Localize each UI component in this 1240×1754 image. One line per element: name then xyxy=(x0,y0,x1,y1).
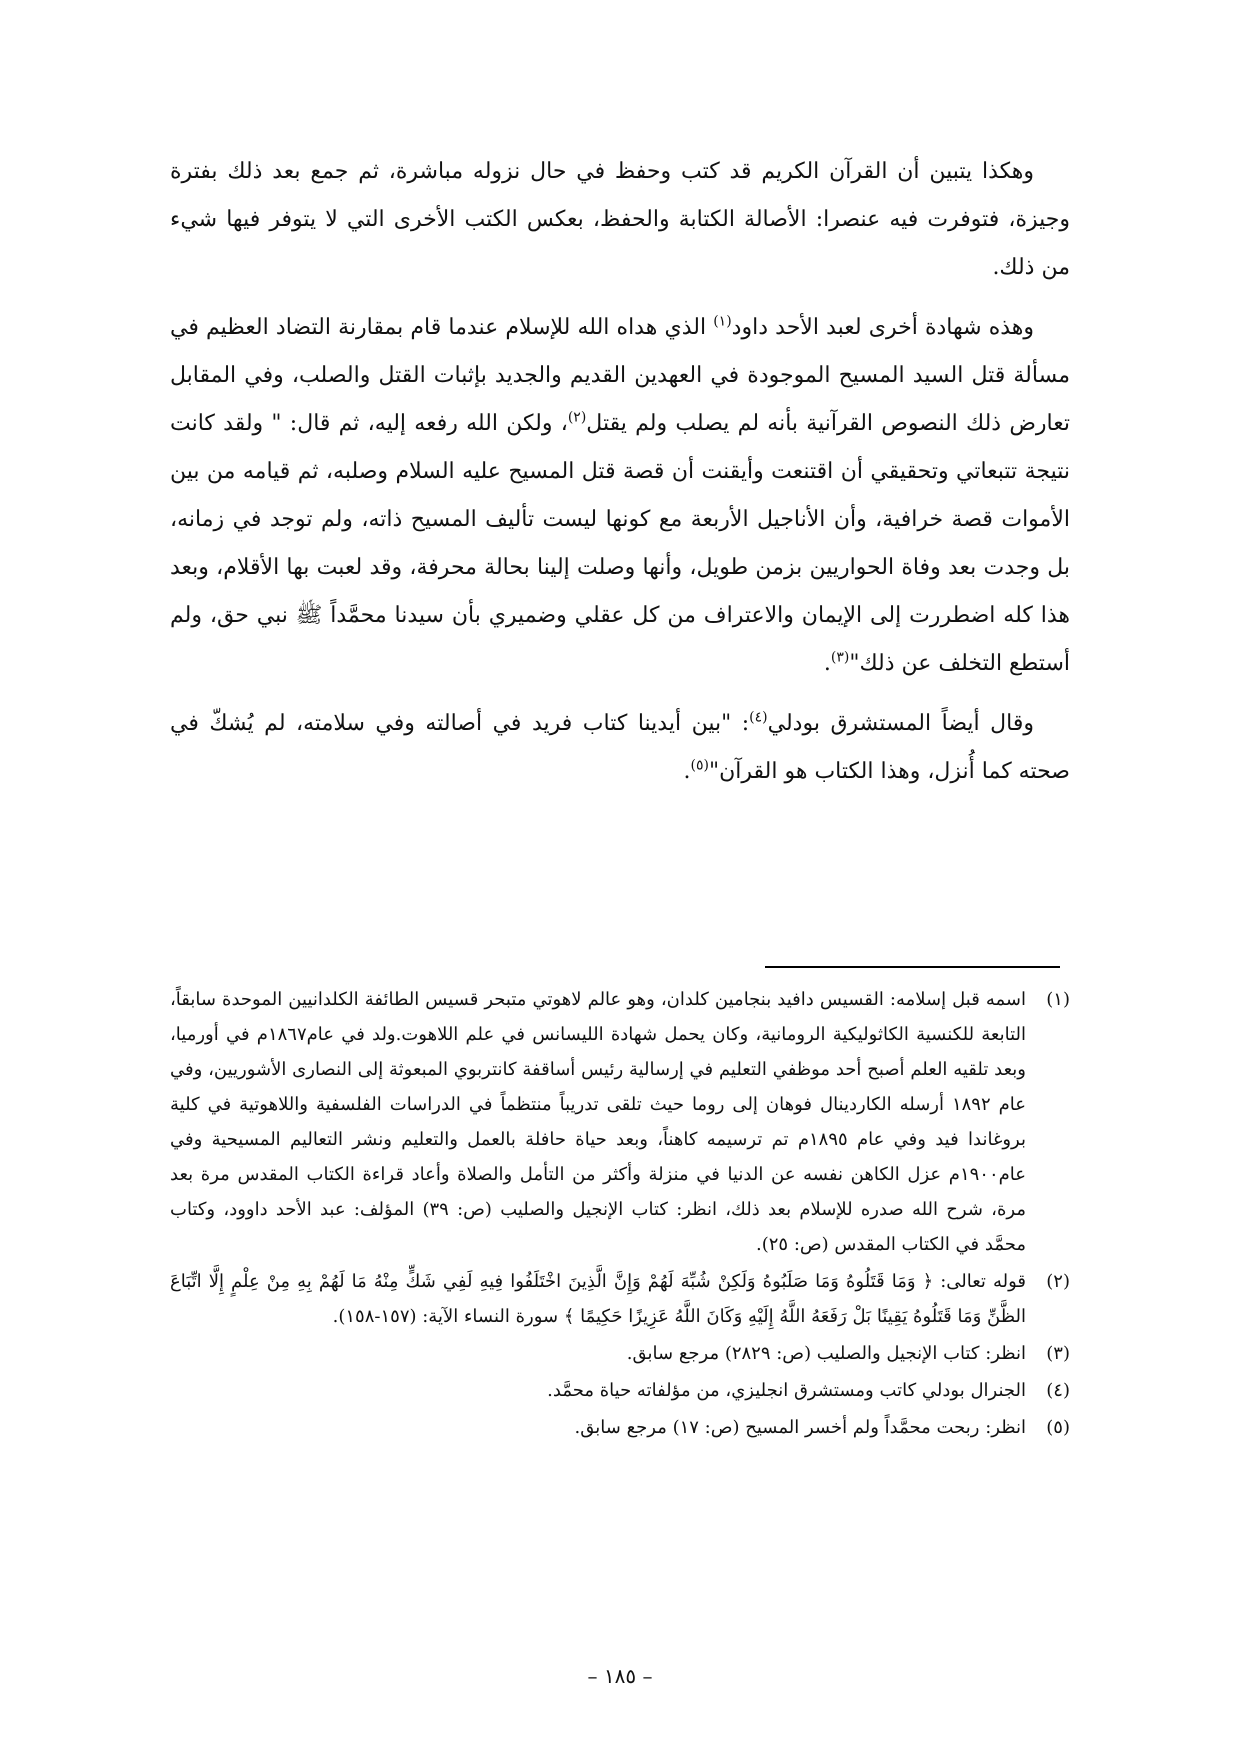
paragraph-1-text: وهكذا يتبين أن القرآن الكريم قد كتب وحفظ في حال نزوله مباشرة، ثم جمع بعد ذلك بفترة وجيزة، فتوفرت فيه عنصرا: الأصالة الكتابة والحفظ، بعكس الكتب الأخرى التي لا يتوفر فيها شيء من ذلك. xyxy=(170,159,1070,280)
paragraph-1 xyxy=(170,148,1070,292)
footnote-ref-5[interactable]: (٥) xyxy=(690,757,710,774)
footnote-text: الجنرال بودلي كاتب ومستشرق انجليزي، من مؤلفاته حياة محمَّد. xyxy=(547,1380,1026,1401)
page-number: – ١٨٥ – xyxy=(587,1664,653,1688)
footnote-text: انظر: كتاب الإنجيل والصليب (ص: ٢٨٢٩) مرجع سابق. xyxy=(626,1343,1026,1364)
footnote-4 xyxy=(170,1373,1070,1408)
footnote-number: (٥) xyxy=(1046,1417,1070,1438)
footnote-text: انظر: ربحت محمَّداً ولم أخسر المسيح (ص: ١٧) مرجع سابق. xyxy=(574,1417,1026,1438)
main-text xyxy=(170,148,1070,796)
footnote-ref-1[interactable]: (١) xyxy=(713,313,732,330)
footnote-ref-4[interactable]: (٤) xyxy=(749,709,768,726)
footnote-1 xyxy=(170,982,1070,1262)
footnote-ref-2[interactable]: (٢) xyxy=(567,409,587,426)
footnote-text: اسمه قبل إسلامه: القسيس دافيد بنجامين كلدان، وهو عالم لاهوتي متبحر قسيس الطائفة الكلدانيين الموحدة سابقاً، التابعة للكنسية الكاثوليكية الرومانية، وكان يحمل شهادة الليسانس في علم اللاهوت.ولد في عام١٨٦٧م في أورميا، وبعد تلقيه العلم أصبح أحد موظفي التعليم في إرسالية رئيس أساقفة كانتربوي المبعوثة إلى النصارى الأشوريين، وفي عام ١٨٩٢ أرسله الكاردينال فوهان إلى روما حيث تلقى تدريباً منتظماً في الدراسات الفلسفية واللاهوتية في كلية بروغاندا فيد وفي عام ١٨٩٥م تم ترسيمه كاهناً، وبعد حياة حافلة بالعمل والتعليم ونشر التعاليم المسيحية وفي عام١٩٠٠م عزل الكاهن نفسه عن الدنيا في منزلة وأكثر من التأمل والصلاة وأعاد قراءة الكتاب المقدس مرة بعد مرة، شرح الله صدره للإسلام بعد ذلك، انظر: كتاب الإنجيل والصليب (ص: ٣٩) المؤلف: عبد الأحد داوود، وكتاب محمَّد في الكتاب المقدس (ص: ٢٥). xyxy=(170,989,1027,1255)
paragraph-2-text-a: وهذه شهادة أخرى لعبد الأحد داود xyxy=(731,315,1034,340)
quran-verse: ﴿ وَمَا قَتَلُوهُ وَمَا صَلَبُوهُ وَلَكِنْ شُبِّهَ لَهُمْ وَإِنَّ الَّذِينَ اخْتَلَفُوا فِيهِ لَفِي شَكٍّ مِنْهُ مَا لَهُمْ بِهِ مِنْ عِلْمٍ إِلَّا اتِّبَاعَ الظَّنِّ وَمَا قَتَلُوهُ يَقِينًا بَلْ رَفَعَهُ اللَّهُ إِلَيْهِ وَكَانَ اللَّهُ عَزِيزًا حَكِيمًا ﴾ xyxy=(170,1271,1026,1327)
paragraph-3-text-b: : "بين أيدينا كتاب فريد في أصالته وفي سلامته، لم يُشكّ في صحته كما أُنزل، وهذا الكتاب هو القرآن" xyxy=(170,711,1070,784)
footnote-number: (٤) xyxy=(1046,1380,1070,1401)
paragraph-2-text-c: ، ولكن الله رفعه إليه، ثم قال: " ولقد كانت نتيجة تتبعاتي وتحقيقي أن اقتنعت وأيقنت أن قصة قتل المسيح عليه السلام وصلبه، ثم قيامه من بين الأموات قصة خرافية، وأن الأناجيل الأربعة مع كونها ليست تأليف المسيح ذاته، ولم توجد في زمانه، بل وجدت بعد وفاة الحواريين بزمن طويل، وأنها وصلت إلينا بحالة محرفة، وقد لعبت بها الأقلام، وبعد هذا كله اضطررت إلى الإيمان والاعتراف من كل عقلي وضميري بأن سيدنا محمَّداً ﷺ نبي حق، ولم أستطع التخلف عن ذلك" xyxy=(170,411,1070,676)
paragraph-3 xyxy=(170,700,1070,796)
footnote-2-intro: قوله تعالى: xyxy=(933,1271,1027,1292)
paragraph-2-text-d: . xyxy=(823,651,831,676)
paragraph-3-text-a: وقال أيضاً المستشرق بودلي xyxy=(767,711,1034,736)
paragraph-2 xyxy=(170,304,1070,688)
footnote-ref-3[interactable]: (٣) xyxy=(830,649,850,666)
footnote-number: (٢) xyxy=(1046,1271,1070,1292)
paragraph-3-text-c: . xyxy=(683,759,691,784)
footnote-number: (١) xyxy=(1046,989,1070,1010)
footnote-text xyxy=(170,1264,1026,1334)
footnote-5 xyxy=(170,1410,1070,1445)
footnote-number: (٣) xyxy=(1046,1343,1070,1364)
footnote-2 xyxy=(170,1264,1070,1334)
paragraph-2-text-b: الذي هداه الله للإسلام عندما قام بمقارنة التضاد العظيم في مسألة قتل السيد المسيح الموجودة في العهدين القديم والجديد بإثبات القتل والصلب، وفي المقابل تعارض ذلك النصوص القرآنية بأنه لم يصلب ولم يقتل xyxy=(170,315,1070,436)
footnote-3 xyxy=(170,1336,1070,1371)
footnote-2-source: سورة النساء الآية: (١٥٧-١٥٨). xyxy=(332,1306,564,1327)
footnotes-section xyxy=(170,982,1070,1445)
footnote-separator xyxy=(765,966,1060,968)
